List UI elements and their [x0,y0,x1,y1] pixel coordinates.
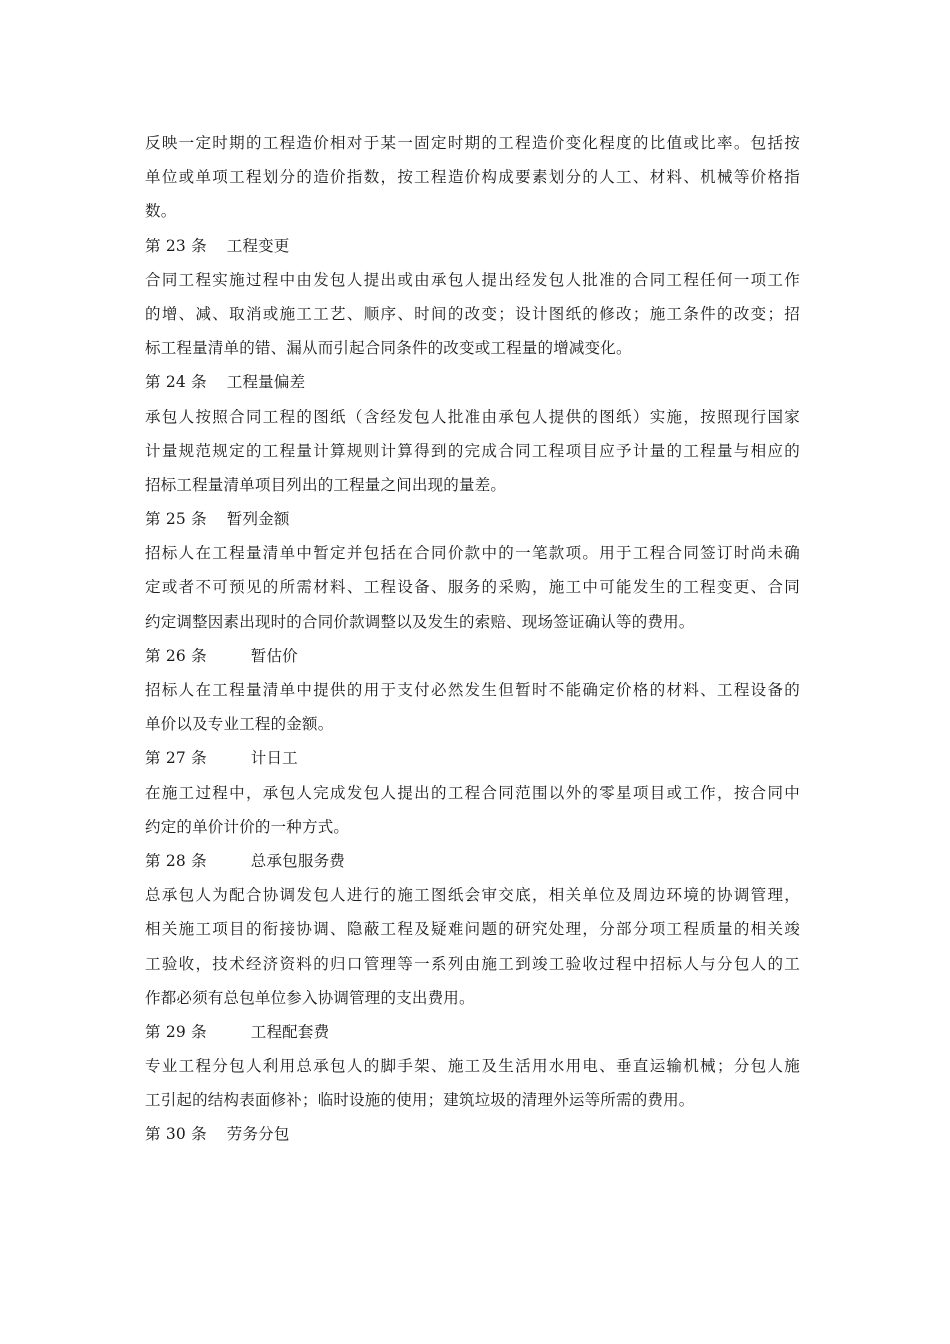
body-text-line: 合同工程实施过程中由发包人提出或由承包人提出经发包人批准的合同工程任何一项工作 [145,270,800,289]
article-number: 第 29 条 [145,1022,207,1041]
body-text-line: 工验收，技术经济资料的归口管理等一系列由施工到竣工验收过程中招标人与分包人的工 [145,954,800,973]
article-number: 第 24 条 [145,373,207,392]
body-text-line: 约定的单价计价的一种方式。 [145,817,350,836]
article-number: 第 28 条 [145,851,207,870]
article-heading-23 [145,229,800,263]
article-heading-29 [145,1015,800,1049]
article-number: 第 26 条 [145,646,207,665]
article-title: 劳务分包 [226,1125,290,1144]
article-number: 第 25 条 [145,510,207,529]
article-number: 第 23 条 [145,236,207,255]
article-heading-28 [145,844,800,878]
article-title: 计日工 [250,749,298,768]
article-number: 第 30 条 [145,1125,207,1144]
article-heading-25 [145,502,800,536]
article-heading-27 [145,741,800,775]
body-text-line: 单价以及专业工程的金额。 [145,715,334,734]
article-heading-26 [145,639,800,673]
body-text-line: 约定调整因素出现时的合同价款调整以及发生的索赔、现场签证确认等的费用。 [145,612,695,631]
body-text-line: 专业工程分包人利用总承包人的脚手架、施工及生活用水用电、垂直运输机械；分包人施 [145,1057,800,1076]
article-title: 工程量偏差 [226,373,306,392]
body-text-line: 招标人在工程量清单中提供的用于支付必然发生但暂时不能确定价格的材料、工程设备的 [145,681,800,699]
body-text-line: 反映一定时期的工程造价相对于某一固定时期的工程造价变化程度的比值或比率。包括按 [145,134,800,152]
body-text-line: 总承包人为配合协调发包人进行的施工图纸会审交底，相关单位及周边环境的协调管理， [145,886,800,905]
body-text-line: 数。 [145,202,177,221]
body-text-line: 作都必须有总包单位参入协调管理的支出费用。 [145,988,475,1007]
body-text-line: 招标工程量清单项目列出的工程量之间出现的量差。 [145,475,507,494]
article-number: 第 27 条 [145,749,207,768]
article-heading-24 [145,365,800,399]
body-text-line: 定或者不可预见的所需材料、工程设备、服务的采购，施工中可能发生的工程变更、合同 [145,578,800,597]
body-text-line: 在施工过程中，承包人完成发包人提出的工程合同范围以外的零星项目或工作，按合同中 [145,783,800,802]
article-title: 工程变更 [226,236,290,255]
body-text-line: 的增、减、取消或施工工艺、顺序、时间的改变；设计图纸的修改；施工条件的改变；招 [145,304,800,323]
article-title: 暂估价 [250,646,298,665]
article-title: 总承包服务费 [250,851,345,870]
article-title: 暂列金额 [226,510,290,529]
body-text-line: 标工程量清单的错、漏从而引起合同条件的改变或工程量的增减变化。 [145,339,632,358]
body-text-line: 承包人按照合同工程的图纸（含经发包人批准由承包人提供的图纸）实施，按照现行国家 [145,407,800,426]
body-text-line: 工引起的结构表面修补；临时设施的使用；建筑垃圾的清理外运等所需的费用。 [145,1091,695,1110]
document-page [145,126,800,1152]
body-text-line: 单位或单项工程划分的造价指数，按工程造价构成要素划分的人工、材料、机械等价格指 [145,168,800,187]
article-title: 工程配套费 [250,1022,330,1041]
body-text-line: 招标人在工程量清单中暂定并包括在合同价款中的一笔款项。用于工程合同签订时尚未确 [145,544,800,563]
article-heading-30 [145,1117,800,1151]
body-text-line: 计量规范规定的工程量计算规则计算得到的完成合同工程项目应予计量的工程量与相应的 [145,441,800,460]
body-text-line: 相关施工项目的衔接协调、隐蔽工程及疑难问题的研究处理，分部分项工程质量的相关竣 [145,920,800,939]
